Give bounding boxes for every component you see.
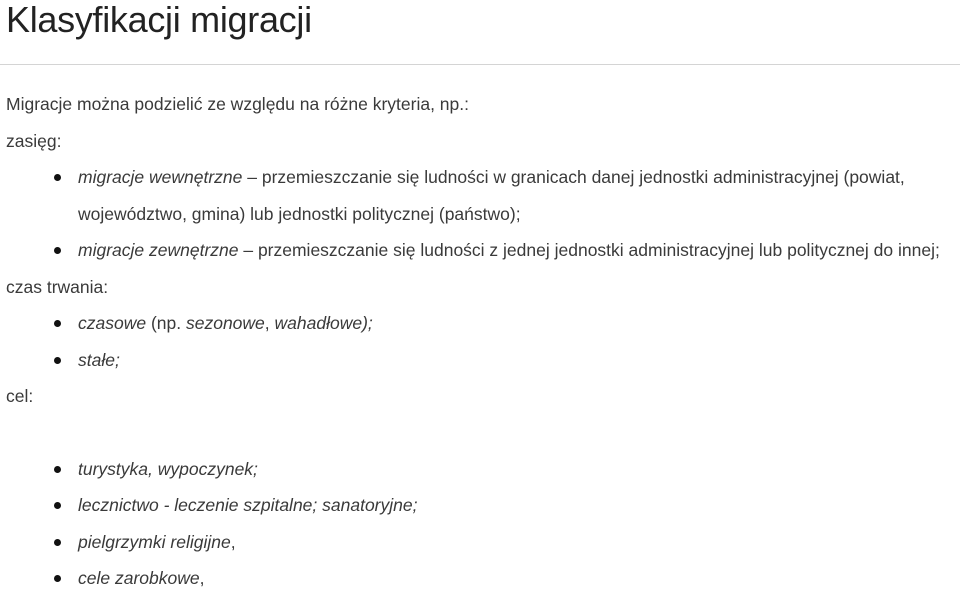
item-text: , xyxy=(199,568,205,588)
item-text: pielgrzymki religijne xyxy=(78,531,231,552)
item-text: (np. xyxy=(146,313,186,333)
list-czas xyxy=(6,305,946,378)
item-description: – przemieszczanie się ludności w granicach danej jednostki administracyjnej (powiat, województwo, gmina) lub jednostki politycznej (państwo); xyxy=(78,167,905,224)
item-text: czasowe xyxy=(78,313,147,333)
list-item xyxy=(78,451,946,488)
list-item xyxy=(78,524,946,561)
title-divider xyxy=(0,64,960,65)
item-text: , xyxy=(230,531,236,552)
list-zasieg xyxy=(6,159,946,269)
slide-content xyxy=(6,86,946,597)
item-term: migracje wewnętrzne xyxy=(78,167,243,187)
bullet-icon xyxy=(54,174,61,181)
slide-title: Klasyfikacji migracji xyxy=(6,0,312,40)
section-label-cel: cel: xyxy=(6,386,34,406)
section-label-zasieg: zasięg: xyxy=(6,130,62,151)
list-item xyxy=(78,560,946,597)
list-item xyxy=(78,232,946,269)
bullet-icon xyxy=(54,502,61,509)
item-text: lecznictwo - leczenie szpitalne; sanatoryjne; xyxy=(78,495,418,515)
bullet-icon xyxy=(54,575,61,582)
item-text: stałe; xyxy=(78,349,120,370)
list-item xyxy=(78,487,946,524)
bullet-icon xyxy=(54,466,61,473)
item-text: wahadłowe); xyxy=(274,313,373,333)
bullet-icon xyxy=(54,357,61,364)
item-description: – przemieszczanie się ludności z jednej jednostki administracyjnej lub politycznej do innej; xyxy=(238,240,940,260)
item-text: turystyka, wypoczynek; xyxy=(78,458,258,479)
bullet-icon xyxy=(54,247,61,254)
item-text: , xyxy=(264,313,275,333)
item-text: cele zarobkowe xyxy=(78,568,200,588)
section-label-czas: czas trwania: xyxy=(6,276,109,297)
bullet-icon xyxy=(54,539,61,546)
list-cel xyxy=(6,451,946,597)
list-item xyxy=(78,305,946,342)
intro-text: Migracje można podzielić ze względu na różne kryteria, np.: xyxy=(6,94,469,114)
bullet-icon xyxy=(54,320,61,327)
item-text: sezonowe xyxy=(185,313,265,333)
list-item xyxy=(78,159,946,232)
item-term: migracje zewnętrzne xyxy=(78,240,239,260)
list-item xyxy=(78,342,946,379)
spacer xyxy=(6,415,946,451)
